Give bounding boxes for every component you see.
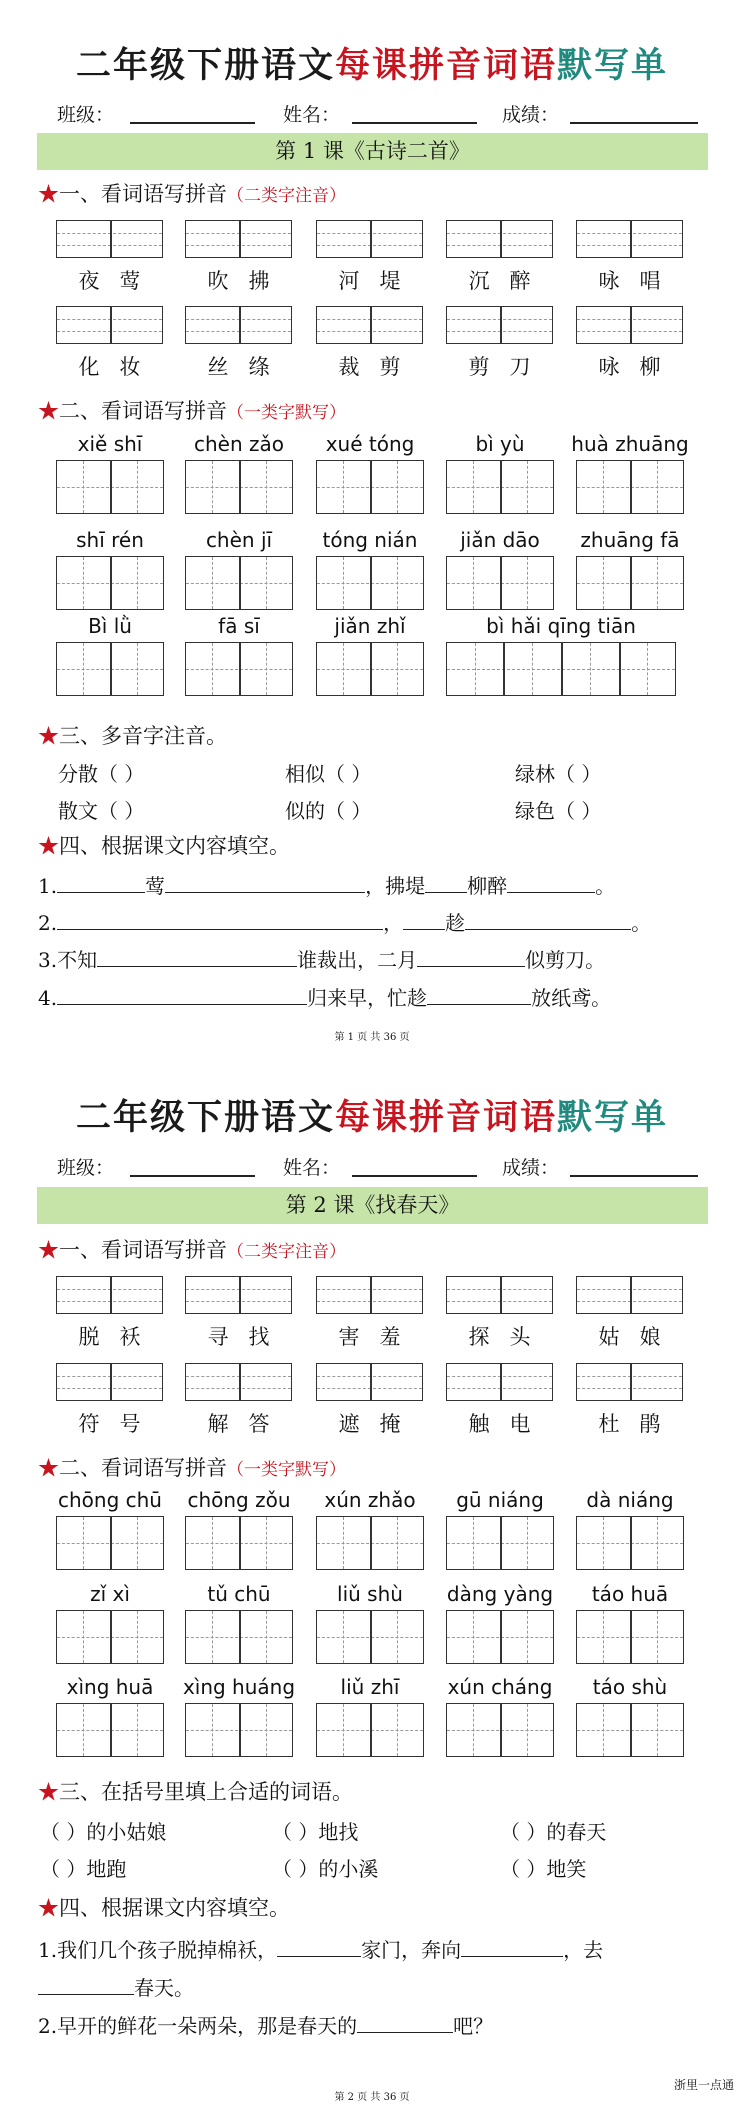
pinyin-prompt: shī rén xyxy=(76,528,144,552)
fill-text: ，去 xyxy=(563,1938,604,1962)
star-icon: ★ xyxy=(38,182,59,206)
blank[interactable] xyxy=(461,1937,563,1957)
name-label: 姓名： xyxy=(283,104,341,126)
pinyin-prompt: jiǎn zhǐ xyxy=(334,614,406,638)
lesson-title-bar: 第 2 课《找春天》 xyxy=(37,1187,708,1224)
star-icon: ★ xyxy=(38,724,59,748)
polyphone-item[interactable]: 相似（ ） xyxy=(285,762,372,786)
worksheet-page-2 xyxy=(0,1050,744,2104)
name-field[interactable] xyxy=(352,1175,477,1177)
fill-text: ， xyxy=(383,911,404,935)
polyphone-item[interactable]: 绿色（ ） xyxy=(515,799,602,823)
pinyin-prompt: huà zhuāng xyxy=(571,432,689,456)
polyphone-item[interactable]: 似的（ ） xyxy=(285,799,372,823)
character-writing-grid[interactable] xyxy=(185,1516,293,1570)
blank[interactable] xyxy=(427,985,531,1005)
word-characters: 杜鹃 xyxy=(598,1412,681,1436)
section-label: 四、根据课文内容填空。 xyxy=(59,1896,290,1920)
star-icon: ★ xyxy=(38,1238,59,1262)
word-characters: 河堤 xyxy=(338,269,421,293)
pinyin-prompt: xìng huā xyxy=(66,1675,154,1699)
pinyin-writing-box[interactable] xyxy=(56,1276,163,1314)
character-writing-grid[interactable] xyxy=(446,1703,554,1757)
fill-line-4 xyxy=(38,982,611,1011)
character-writing-grid[interactable] xyxy=(185,642,293,696)
fill-line-3 xyxy=(38,2010,493,2039)
star-icon: ★ xyxy=(38,1780,59,1804)
pinyin-prompt: xún zhǎo xyxy=(324,1488,416,1512)
score-field[interactable] xyxy=(570,122,698,124)
pinyin-prompt: Bì lǜ xyxy=(88,614,132,638)
pinyin-prompt: chōng zǒu xyxy=(187,1488,291,1512)
pinyin-writing-box[interactable] xyxy=(576,1363,683,1401)
title-part-teal: 默写单 xyxy=(557,1097,669,1138)
score-label: 成绩： xyxy=(502,104,560,126)
section-heading xyxy=(38,830,290,860)
pinyin-prompt: xún cháng xyxy=(447,1675,553,1699)
section-label: 二、看词语写拼音 xyxy=(59,399,227,423)
blank[interactable] xyxy=(97,947,297,967)
pinyin-prompt: gū niáng xyxy=(456,1488,544,1512)
word-characters: 遮掩 xyxy=(338,1412,421,1436)
fill-text: 归来早，忙趁 xyxy=(307,986,428,1010)
fill-text: 4. xyxy=(38,986,58,1010)
phrase-item[interactable]: （ ）的春天 xyxy=(500,1820,607,1844)
pinyin-prompt: tóng nián xyxy=(322,528,418,552)
title-part-teal: 默写单 xyxy=(557,45,669,86)
word-characters: 化妆 xyxy=(78,355,161,379)
fill-text: 3.不知 xyxy=(38,948,98,972)
title-part-red: 每课拼音词语 xyxy=(334,1097,557,1138)
fill-text: 2.早开的鲜花一朵两朵，那是春天的 xyxy=(38,2014,358,2038)
pinyin-prompt: fā sī xyxy=(218,614,260,638)
student-info-row xyxy=(0,100,744,128)
character-writing-grid[interactable] xyxy=(56,1703,164,1757)
star-icon: ★ xyxy=(38,399,59,423)
word-characters: 害羞 xyxy=(338,1325,421,1349)
pinyin-prompt: táo huā xyxy=(591,1582,669,1606)
word-characters: 符号 xyxy=(78,1412,161,1436)
character-writing-grid[interactable] xyxy=(446,1610,554,1664)
watermark: 浙里一点通 xyxy=(673,2078,734,2092)
pinyin-writing-box[interactable] xyxy=(446,306,553,344)
section-note: （二类字注音） xyxy=(227,186,346,206)
pinyin-writing-box[interactable] xyxy=(316,1363,423,1401)
fill-text: 放纸鸢。 xyxy=(531,986,612,1010)
pinyin-writing-box[interactable] xyxy=(446,220,553,258)
word-characters: 沉醉 xyxy=(468,269,551,293)
pinyin-prompt: xué tóng xyxy=(325,432,415,456)
word-characters: 寻找 xyxy=(207,1325,290,1349)
character-writing-grid[interactable] xyxy=(185,556,293,610)
pinyin-prompt: chōng chū xyxy=(58,1488,162,1512)
section-heading xyxy=(38,720,227,750)
section-heading xyxy=(38,1892,290,1922)
pinyin-writing-box[interactable] xyxy=(56,306,163,344)
fill-text: 似剪刀。 xyxy=(525,948,606,972)
class-label: 班级： xyxy=(57,104,115,126)
pinyin-prompt: tǔ chū xyxy=(207,1582,271,1606)
blank[interactable] xyxy=(417,947,525,967)
section-heading xyxy=(38,178,346,208)
character-writing-grid[interactable] xyxy=(576,1610,684,1664)
fill-text: 莺 xyxy=(145,874,166,898)
pinyin-writing-box[interactable] xyxy=(56,220,163,258)
character-writing-grid[interactable] xyxy=(185,460,293,514)
fill-text: 。 xyxy=(595,874,616,898)
phrase-item[interactable]: （ ）的小溪 xyxy=(272,1857,379,1881)
student-info-row xyxy=(0,1153,744,1181)
pinyin-writing-box[interactable] xyxy=(446,1276,553,1314)
blank[interactable] xyxy=(403,910,445,930)
section-label: 一、看词语写拼音 xyxy=(59,1238,227,1262)
blank[interactable] xyxy=(57,873,145,893)
character-writing-grid[interactable] xyxy=(446,556,554,610)
pinyin-prompt: táo shù xyxy=(592,1675,668,1699)
pinyin-writing-box[interactable] xyxy=(185,306,292,344)
character-writing-grid[interactable] xyxy=(316,556,424,610)
section-label: 二、看词语写拼音 xyxy=(59,1456,227,1480)
fill-text: 2. xyxy=(38,911,58,935)
fill-text: 趁 xyxy=(445,911,466,935)
blank[interactable] xyxy=(165,873,365,893)
pinyin-prompt: bì yù xyxy=(475,432,525,456)
pinyin-writing-box[interactable] xyxy=(316,220,423,258)
star-icon: ★ xyxy=(38,834,59,858)
fill-line-1 xyxy=(38,1934,603,1963)
pinyin-prompt: zhuāng fā xyxy=(580,528,680,552)
fill-text: 家门，奔向 xyxy=(361,1938,462,1962)
fill-text: 谁裁出，二月 xyxy=(297,948,418,972)
pinyin-writing-box[interactable] xyxy=(185,1363,292,1401)
fill-text: 1.我们几个孩子脱掉棉袄， xyxy=(38,1938,278,1962)
character-writing-grid[interactable] xyxy=(185,1703,293,1757)
blank[interactable] xyxy=(507,873,595,893)
pinyin-prompt: jiǎn dāo xyxy=(460,528,540,552)
star-icon: ★ xyxy=(38,1456,59,1480)
page-number: 第 1 页 共 36 页 xyxy=(334,1032,410,1043)
pinyin-writing-box[interactable] xyxy=(576,220,683,258)
word-characters: 裁剪 xyxy=(338,355,421,379)
fill-text: 。 xyxy=(631,911,652,935)
word-characters: 剪刀 xyxy=(468,355,551,379)
word-characters: 丝绦 xyxy=(207,355,290,379)
lesson-title-bar: 第 1 课《古诗二首》 xyxy=(37,133,708,170)
word-characters: 探头 xyxy=(468,1325,551,1349)
character-writing-grid[interactable] xyxy=(576,556,684,610)
pinyin-writing-box[interactable] xyxy=(316,1276,423,1314)
fill-line-1 xyxy=(38,870,615,899)
blank[interactable] xyxy=(465,910,631,930)
character-writing-grid[interactable] xyxy=(316,460,424,514)
word-characters: 脱袄 xyxy=(78,1325,161,1349)
pinyin-writing-box[interactable] xyxy=(316,306,423,344)
title-part-black: 二年级下册语文 xyxy=(75,45,335,86)
word-characters: 吹拂 xyxy=(207,269,290,293)
pinyin-prompt: dàng yàng xyxy=(446,1582,554,1606)
character-writing-grid[interactable] xyxy=(56,642,164,696)
phrase-item[interactable]: （ ）地笑 xyxy=(500,1857,587,1881)
blank[interactable] xyxy=(38,1975,134,1995)
polyphone-item[interactable]: 绿林（ ） xyxy=(515,762,602,786)
fill-text: 吧？ xyxy=(453,2014,494,2038)
section-heading xyxy=(38,395,346,425)
character-writing-grid[interactable] xyxy=(446,1516,554,1570)
fill-text: 柳醉 xyxy=(467,874,508,898)
class-field[interactable] xyxy=(130,122,255,124)
pinyin-prompt: zǐ xì xyxy=(90,1582,130,1606)
pinyin-writing-box[interactable] xyxy=(56,1363,163,1401)
character-writing-grid[interactable] xyxy=(446,642,676,696)
pinyin-prompt: xìng huáng xyxy=(182,1675,296,1699)
blank[interactable] xyxy=(425,873,467,893)
word-characters: 咏柳 xyxy=(598,355,681,379)
pinyin-prompt: chèn zǎo xyxy=(194,432,284,456)
worksheet-page-1 xyxy=(0,0,744,1043)
pinyin-prompt: xiě shī xyxy=(77,432,143,456)
pinyin-prompt: liǔ shù xyxy=(337,1582,403,1606)
blank[interactable] xyxy=(57,910,383,930)
pinyin-prompt: dà niáng xyxy=(586,1488,674,1512)
pinyin-prompt: bì hǎi qīng tiān xyxy=(486,614,636,638)
polyphone-item[interactable]: 散文（ ） xyxy=(58,799,145,823)
class-field[interactable] xyxy=(130,1175,255,1177)
pinyin-writing-box[interactable] xyxy=(576,306,683,344)
section-heading xyxy=(38,1776,353,1806)
character-writing-grid[interactable] xyxy=(56,1610,164,1664)
phrase-item[interactable]: （ ）的小姑娘 xyxy=(40,1820,167,1844)
polyphone-item[interactable]: 分散（ ） xyxy=(58,762,145,786)
word-characters: 咏唱 xyxy=(598,269,681,293)
character-writing-grid[interactable] xyxy=(576,1703,684,1757)
word-characters: 触电 xyxy=(468,1412,551,1436)
section-note: （一类字默写） xyxy=(227,1460,346,1480)
blank[interactable] xyxy=(277,1937,361,1957)
fill-line-2 xyxy=(38,907,651,936)
pinyin-writing-box[interactable] xyxy=(185,1276,292,1314)
title-part-red: 每课拼音词语 xyxy=(334,45,557,86)
word-characters: 夜莺 xyxy=(78,269,161,293)
class-label: 班级： xyxy=(57,1157,115,1179)
character-writing-grid[interactable] xyxy=(56,556,164,610)
character-writing-grid[interactable] xyxy=(316,642,424,696)
fill-text: 春天。 xyxy=(134,1976,194,2000)
score-label: 成绩： xyxy=(502,1157,560,1179)
pinyin-prompt: chèn jī xyxy=(205,528,273,552)
section-note: （二类字注音） xyxy=(227,1242,346,1262)
section-label: 四、根据课文内容填空。 xyxy=(59,834,290,858)
fill-line-3 xyxy=(38,944,605,973)
worksheet-title xyxy=(0,1090,744,1140)
section-label: 三、在括号里填上合适的词语。 xyxy=(59,1780,353,1804)
name-field[interactable] xyxy=(352,122,477,124)
character-writing-grid[interactable] xyxy=(185,1610,293,1664)
character-writing-grid[interactable] xyxy=(576,1516,684,1570)
name-label: 姓名： xyxy=(283,1157,341,1179)
word-characters: 解答 xyxy=(207,1412,290,1436)
character-writing-grid[interactable] xyxy=(316,1703,424,1757)
character-writing-grid[interactable] xyxy=(446,460,554,514)
fill-text: ，拂堤 xyxy=(365,874,426,898)
word-characters: 姑娘 xyxy=(598,1325,681,1349)
score-field[interactable] xyxy=(570,1175,698,1177)
section-heading xyxy=(38,1234,346,1264)
pinyin-writing-box[interactable] xyxy=(446,1363,553,1401)
character-writing-grid[interactable] xyxy=(316,1516,424,1570)
character-writing-grid[interactable] xyxy=(56,1516,164,1570)
section-label: 三、多音字注音。 xyxy=(59,724,227,748)
blank[interactable] xyxy=(57,985,307,1005)
phrase-item[interactable]: （ ）地找 xyxy=(272,1820,359,1844)
character-writing-grid[interactable] xyxy=(56,460,164,514)
phrase-item[interactable]: （ ）地跑 xyxy=(40,1857,127,1881)
fill-line-2 xyxy=(38,1972,194,2001)
blank[interactable] xyxy=(357,2013,453,2033)
star-icon: ★ xyxy=(38,1896,59,1920)
pinyin-prompt: liǔ zhī xyxy=(340,1675,400,1699)
pinyin-writing-box[interactable] xyxy=(576,1276,683,1314)
section-label: 一、看词语写拼音 xyxy=(59,182,227,206)
page-number: 第 2 页 共 36 页 xyxy=(334,2092,410,2103)
character-writing-grid[interactable] xyxy=(576,460,684,514)
worksheet-title xyxy=(0,38,744,88)
section-note: （一类字默写） xyxy=(227,403,346,423)
title-part-black: 二年级下册语文 xyxy=(75,1097,335,1138)
pinyin-writing-box[interactable] xyxy=(185,220,292,258)
character-writing-grid[interactable] xyxy=(316,1610,424,1664)
section-heading xyxy=(38,1452,346,1482)
fill-text: 1. xyxy=(38,874,58,898)
